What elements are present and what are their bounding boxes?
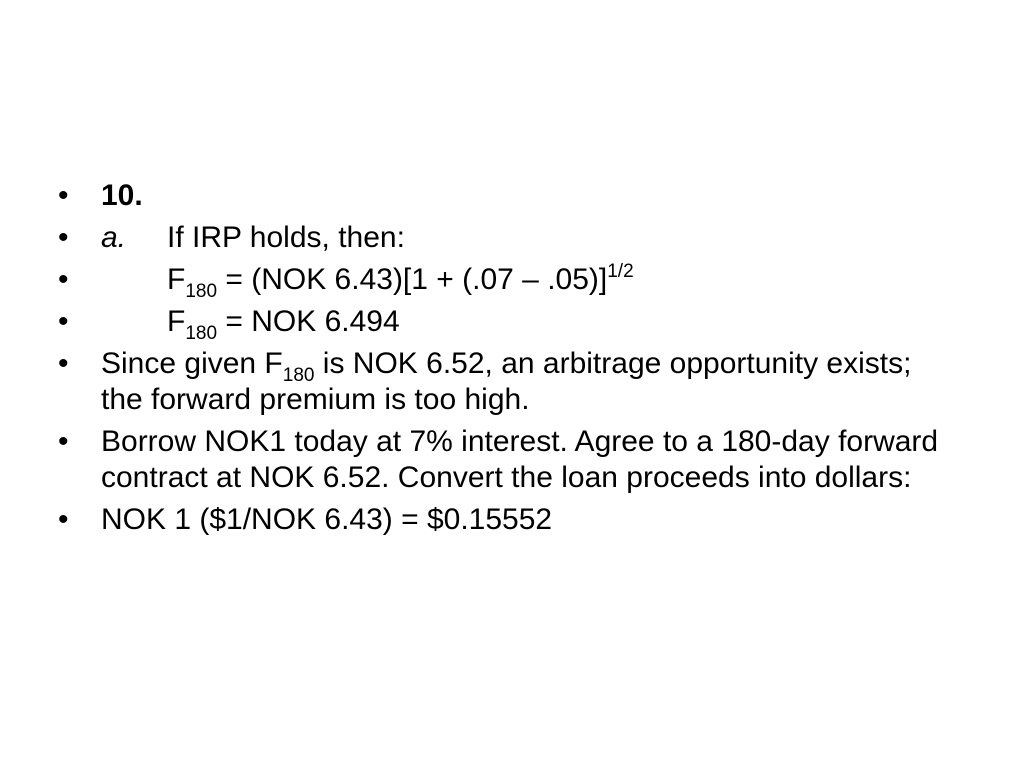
formula-subscript: 180 xyxy=(185,281,218,302)
bullet-item-formula xyxy=(58,261,958,302)
bullet-icon: • xyxy=(58,179,69,212)
bullet-item-conversion xyxy=(58,502,958,538)
bullet-icon: • xyxy=(58,347,69,380)
arbitrage-subscript: 180 xyxy=(282,365,315,386)
formula-superscript: 1/2 xyxy=(607,261,634,282)
arbitrage-text-before: Since given F xyxy=(101,347,283,380)
arbitrage-text-after: is NOK 6.52, an arbitrage opportunity exists; the forward premium is too high. xyxy=(101,347,912,416)
bullet-list xyxy=(58,178,958,544)
bullet-item-problem-number xyxy=(58,178,958,214)
bullet-icon: • xyxy=(58,263,69,296)
bullet-icon: • xyxy=(58,305,69,338)
problem-number: 10. xyxy=(101,179,143,212)
conversion-text: NOK 1 ($1/NOK 6.43) = $0.15552 xyxy=(101,503,553,536)
part-label: a. xyxy=(101,221,127,254)
result-text: = NOK 6.494 xyxy=(217,305,400,338)
part-text: If IRP holds, then: xyxy=(167,221,405,254)
formula-variable: F xyxy=(167,263,186,296)
formula-text: = (NOK 6.43)[1 + (.07 – .05)] xyxy=(217,263,608,296)
bullet-item-borrow xyxy=(58,424,958,496)
borrow-text: Borrow NOK1 today at 7% interest. Agree to a 180-day forward contract at NOK 6.52. Convert the loan proceeds into dollars: xyxy=(101,425,939,494)
result-variable: F xyxy=(167,305,186,338)
bullet-item-result xyxy=(58,304,958,344)
bullet-icon: • xyxy=(58,503,69,536)
bullet-item-arbitrage xyxy=(58,346,958,418)
bullet-icon: • xyxy=(58,221,69,254)
bullet-item-part-a xyxy=(58,220,958,256)
result-subscript: 180 xyxy=(185,323,218,344)
bullet-icon: • xyxy=(58,425,69,458)
